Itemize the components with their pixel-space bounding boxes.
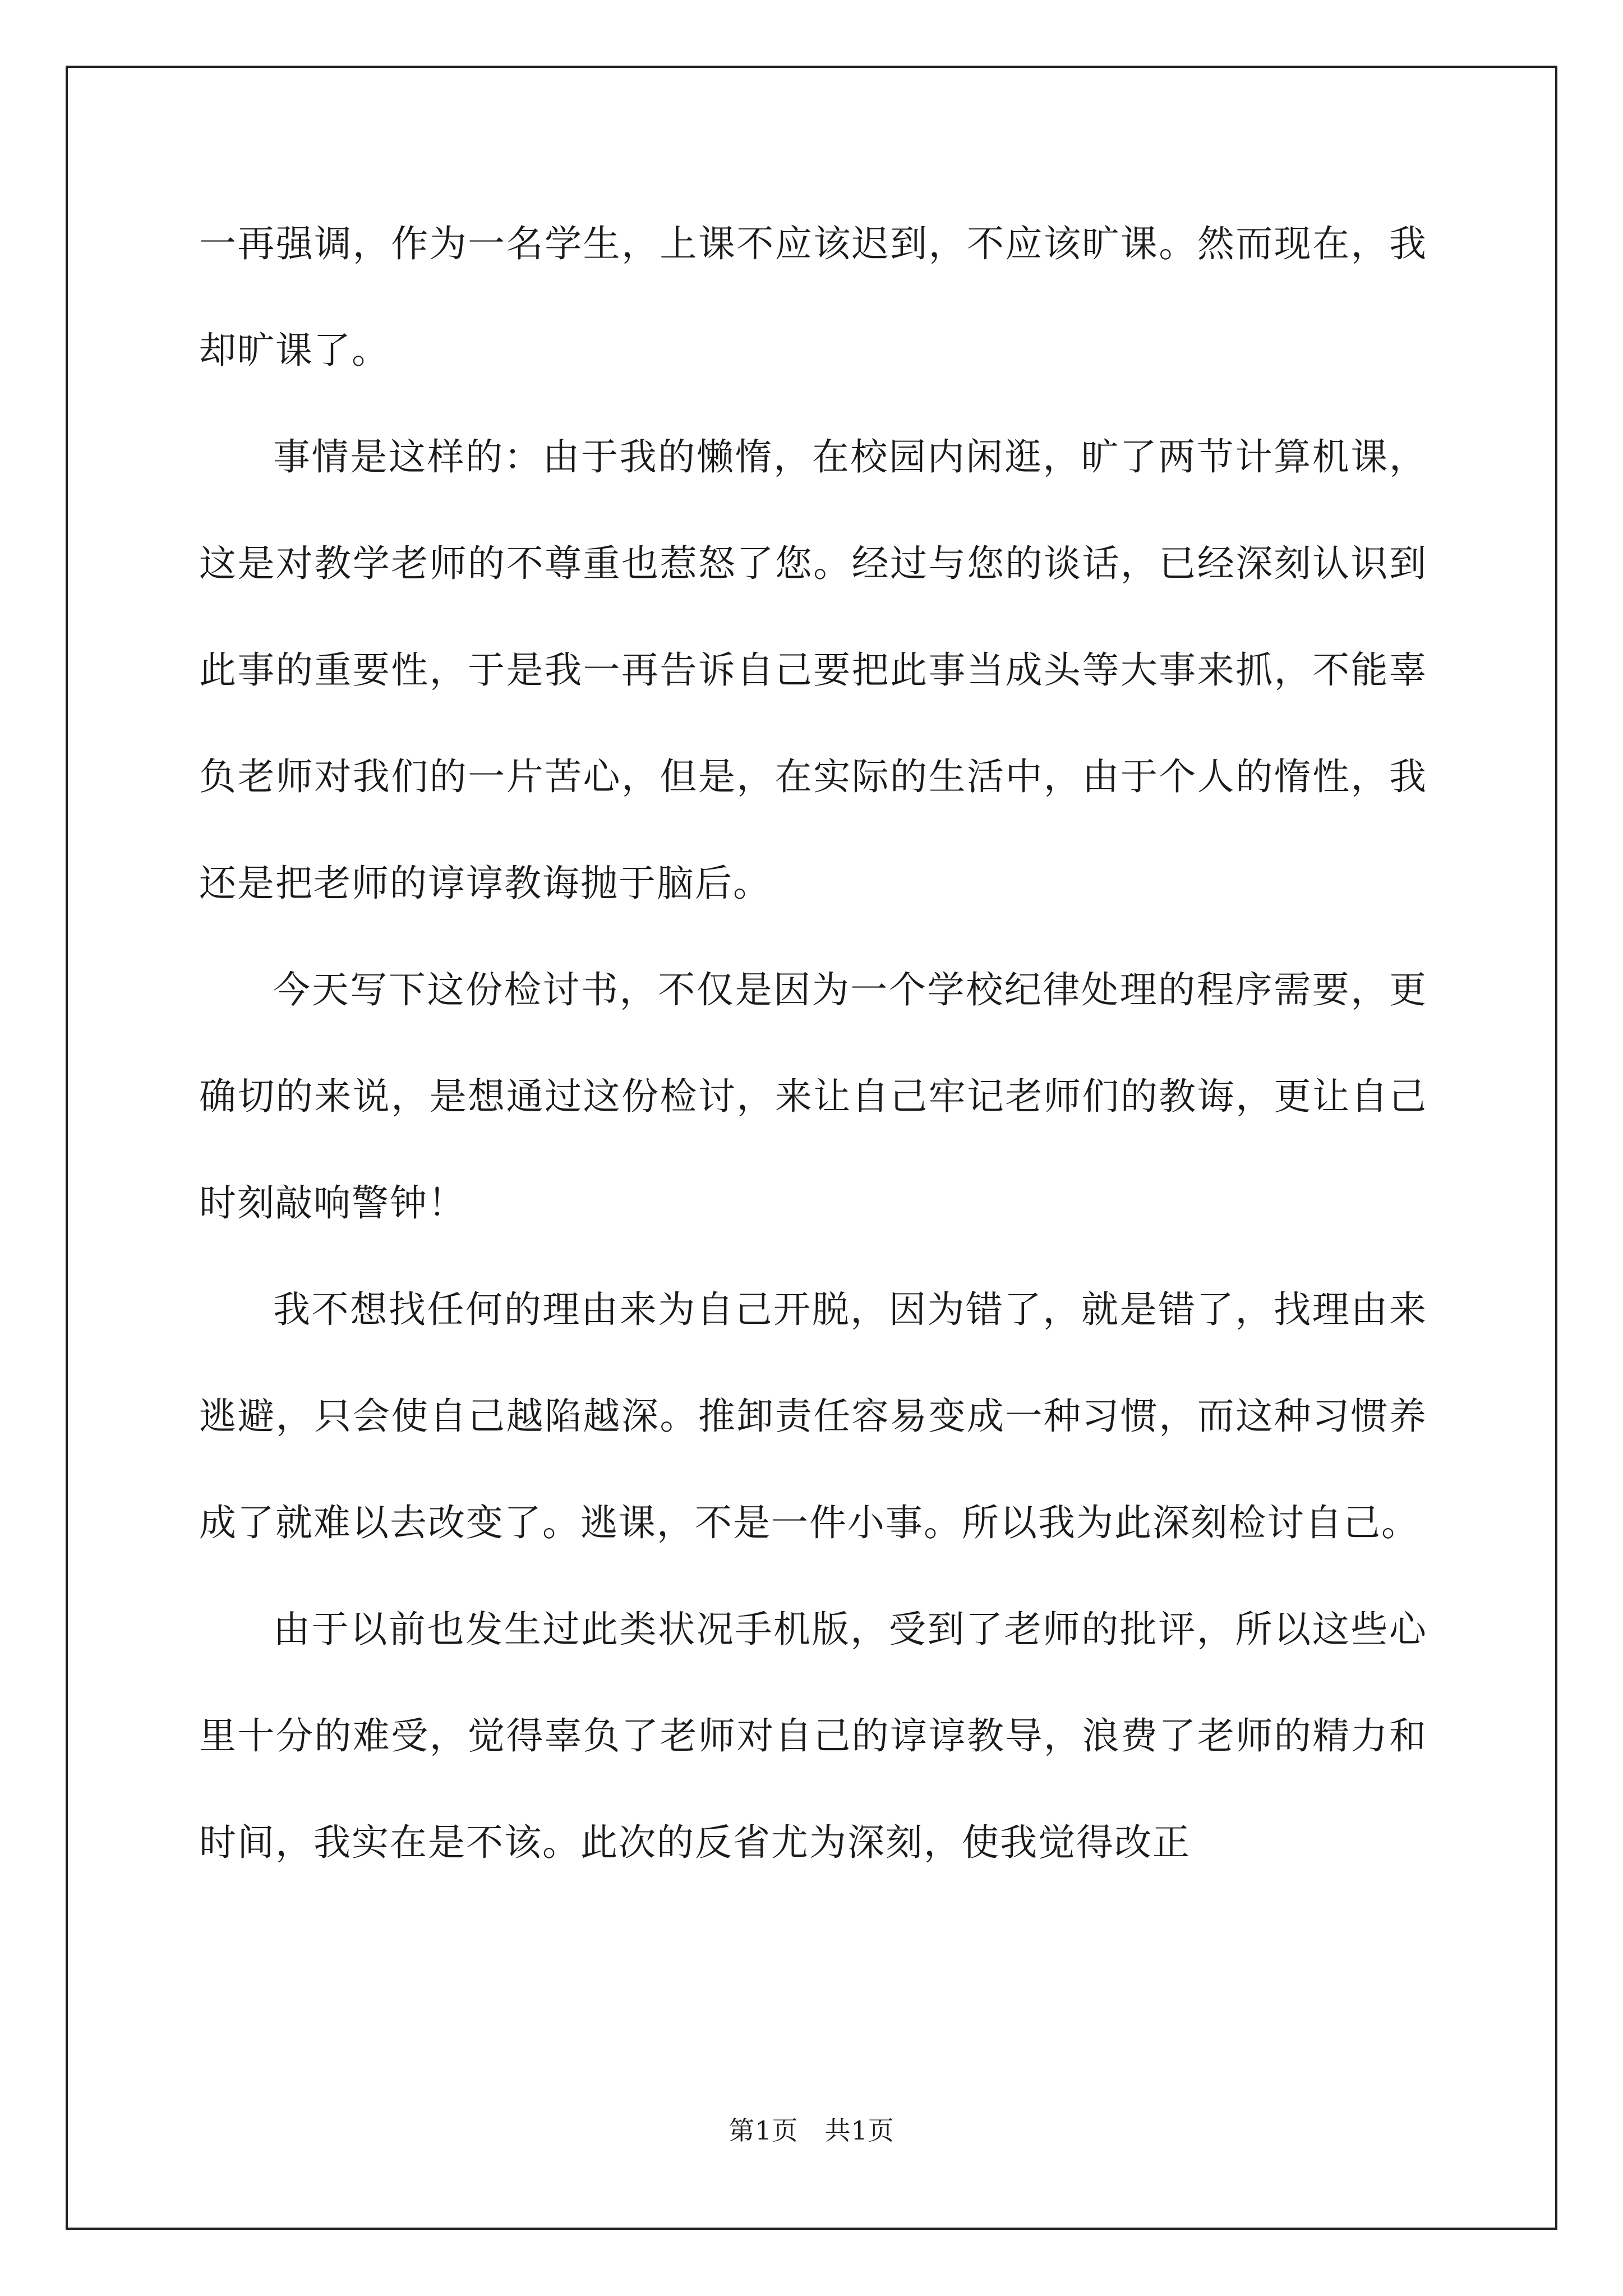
- page-number-current: 第1页: [728, 2115, 799, 2146]
- paragraph-5: 由于以前也发生过此类状况手机版，受到了老师的批评，所以这些心里十分的难受，觉得辜负了老师对自己的谆谆教导，浪费了老师的精力和时间，我实在是不该。此次的反省尤为深刻，使我觉得改正: [199, 1608, 1427, 1864]
- paragraph-2: 事情是这样的：由于我的懒惰，在校园内闲逛，旷了两节计算机课，这是对教学老师的不尊重也惹怒了您。经过与您的谈话，已经深刻认识到此事的重要性，于是我一再告诉自己要把此事当成头等大事来抓，不能辜负老师对我们的一片苦心，但是，在实际的生活中，由于个人的惰性，我还是把老师的谆谆教诲抛于脑后。: [199, 435, 1427, 905]
- page-footer: [0, 2110, 1623, 2147]
- page-number-total: 共1页: [824, 2115, 895, 2146]
- paragraph-3: 今天写下这份检讨书，不仅是因为一个学校纪律处理的程序需要，更确切的来说，是想通过这份检讨，来让自己牢记老师们的教诲，更让自己时刻敲响警钟！: [199, 968, 1427, 1225]
- page-number-gap: [799, 2115, 825, 2146]
- paragraph-4: 我不想找任何的理由来为自己开脱，因为错了，就是错了，找理由来逃避，只会使自己越陷越深。推卸责任容易变成一种习惯，而这种习惯养成了就难以去改变了。逃课，不是一件小事。所以我为此深刻检讨自己。: [199, 1288, 1427, 1544]
- document-body: [199, 191, 1427, 1896]
- paragraph-1: 一再强调，作为一名学生，上课不应该迟到，不应该旷课。然而现在，我却旷课了。: [199, 222, 1427, 372]
